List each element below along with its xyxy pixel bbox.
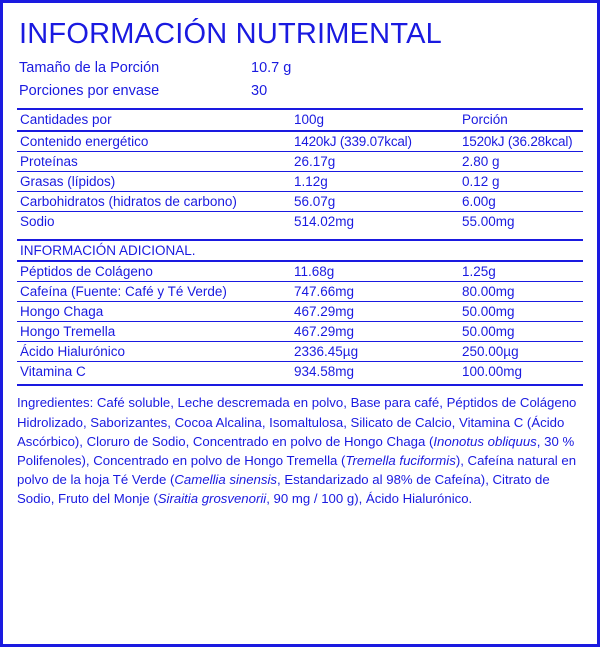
ingredients-part-4: , Estandarizado al 98% de Cafeína), Citrato de Sodio, Fruto del Monje ( xyxy=(17,471,550,507)
table-spacer xyxy=(17,231,583,240)
row-name: Sodio xyxy=(17,212,291,232)
ingredients-part-3: ), Cafeína natural en polvo de la hoja Té Verde ( xyxy=(17,452,577,487)
table-row xyxy=(17,212,583,232)
row-name: Hongo Chaga xyxy=(17,302,291,322)
row-name: Carbohidratos (hidratos de carbono) xyxy=(17,192,291,212)
servings-per-container-row xyxy=(19,80,583,102)
row-per-portion: 55.00mg xyxy=(459,212,583,232)
serving-size-value: 10.7 g xyxy=(251,60,292,77)
nutrition-table xyxy=(17,110,583,381)
row-per-100g: 747.66mg xyxy=(291,282,459,302)
row-name: Contenido energético xyxy=(17,131,291,152)
table-row xyxy=(17,131,583,152)
table-row xyxy=(17,362,583,382)
additional-info-header-row xyxy=(17,240,583,261)
table-row xyxy=(17,342,583,362)
row-per-portion: 1.25g xyxy=(459,261,583,282)
row-per-100g: 934.58mg xyxy=(291,362,459,382)
table-header-row xyxy=(17,110,583,131)
ingredients-part-5: , 90 mg / 100 g), Ácido Hialurónico. xyxy=(266,491,473,507)
additional-info-title: INFORMACIÓN ADICIONAL. xyxy=(17,240,583,261)
table-row xyxy=(17,261,583,282)
row-name: Cafeína (Fuente: Café y Té Verde) xyxy=(17,282,291,302)
row-per-portion: 1520kJ (36.28kcal) xyxy=(459,131,583,152)
row-per-100g: 467.29mg xyxy=(291,322,459,342)
row-per-100g: 1.12g xyxy=(291,172,459,192)
servings-per-container-label: Porciones por envase xyxy=(19,82,160,99)
page-title: INFORMACIÓN NUTRIMENTAL xyxy=(19,18,442,50)
serving-size-row xyxy=(19,57,583,79)
row-name: Hongo Tremella xyxy=(17,322,291,342)
header-per-100g: 100g xyxy=(294,112,325,128)
table-row xyxy=(17,192,583,212)
table-row xyxy=(17,152,583,172)
row-per-100g: 467.29mg xyxy=(291,302,459,322)
table-row xyxy=(17,322,583,342)
table-row xyxy=(17,172,583,192)
table-row xyxy=(17,282,583,302)
row-per-portion: 50.00mg xyxy=(459,322,583,342)
row-per-portion: 100.00mg xyxy=(459,362,583,382)
header-per-portion: Porción xyxy=(462,112,508,128)
servings-per-container-value: 30 xyxy=(251,82,268,99)
header-amounts-per: Cantidades por xyxy=(20,112,112,128)
ingredients-part-2: , 30 % Polifenoles), Concentrado en polvo de Hongo Tremella ( xyxy=(17,433,575,468)
row-per-portion: 2.80 g xyxy=(459,152,583,172)
row-name: Grasas (lípidos) xyxy=(17,172,291,192)
row-per-portion: 6.00g xyxy=(459,192,583,212)
ingredients-italic-1: Inonotus obliquus xyxy=(433,433,537,449)
serving-info xyxy=(19,57,583,102)
row-per-portion: 50.00mg xyxy=(459,302,583,322)
row-per-100g: 11.68g xyxy=(291,261,459,282)
row-per-portion: 80.00mg xyxy=(459,282,583,302)
row-per-100g: 2336.45µg xyxy=(291,342,459,362)
ingredients-italic-4: Siraitia grosvenorii xyxy=(157,491,267,507)
row-per-portion: 0.12 g xyxy=(459,172,583,192)
ingredients-italic-2: Tremella fuciformis xyxy=(345,452,456,468)
row-name: Ácido Hialurónico xyxy=(17,342,291,362)
row-name: Proteínas xyxy=(17,152,291,172)
table-row xyxy=(17,302,583,322)
ingredients-italic-3: Camellia sinensis xyxy=(174,471,277,487)
row-per-100g: 1420kJ (339.07kcal) xyxy=(291,131,459,152)
row-per-100g: 26.17g xyxy=(291,152,459,172)
row-per-portion: 250.00µg xyxy=(459,342,583,362)
row-per-100g: 56.07g xyxy=(291,192,459,212)
ingredients-part-1: Ingredientes: Café soluble, Leche descremada en polvo, Base para café, Péptidos de Colágeno Hidrolizado, Saborizantes, Cocoa Alcalina, Isomaltulosa, Silicato de Calcio, Vitamina C (Ácido Ascórbico), Cloruro de Sodio, Concentrado en polvo de Hongo Chaga ( xyxy=(17,395,577,449)
row-name: Péptidos de Colágeno xyxy=(17,261,291,282)
divider-ingredients xyxy=(17,384,583,386)
row-per-100g: 514.02mg xyxy=(291,212,459,232)
serving-size-label: Tamaño de la Porción xyxy=(19,60,160,77)
row-name: Vitamina C xyxy=(17,362,291,382)
ingredients-text xyxy=(17,393,583,508)
